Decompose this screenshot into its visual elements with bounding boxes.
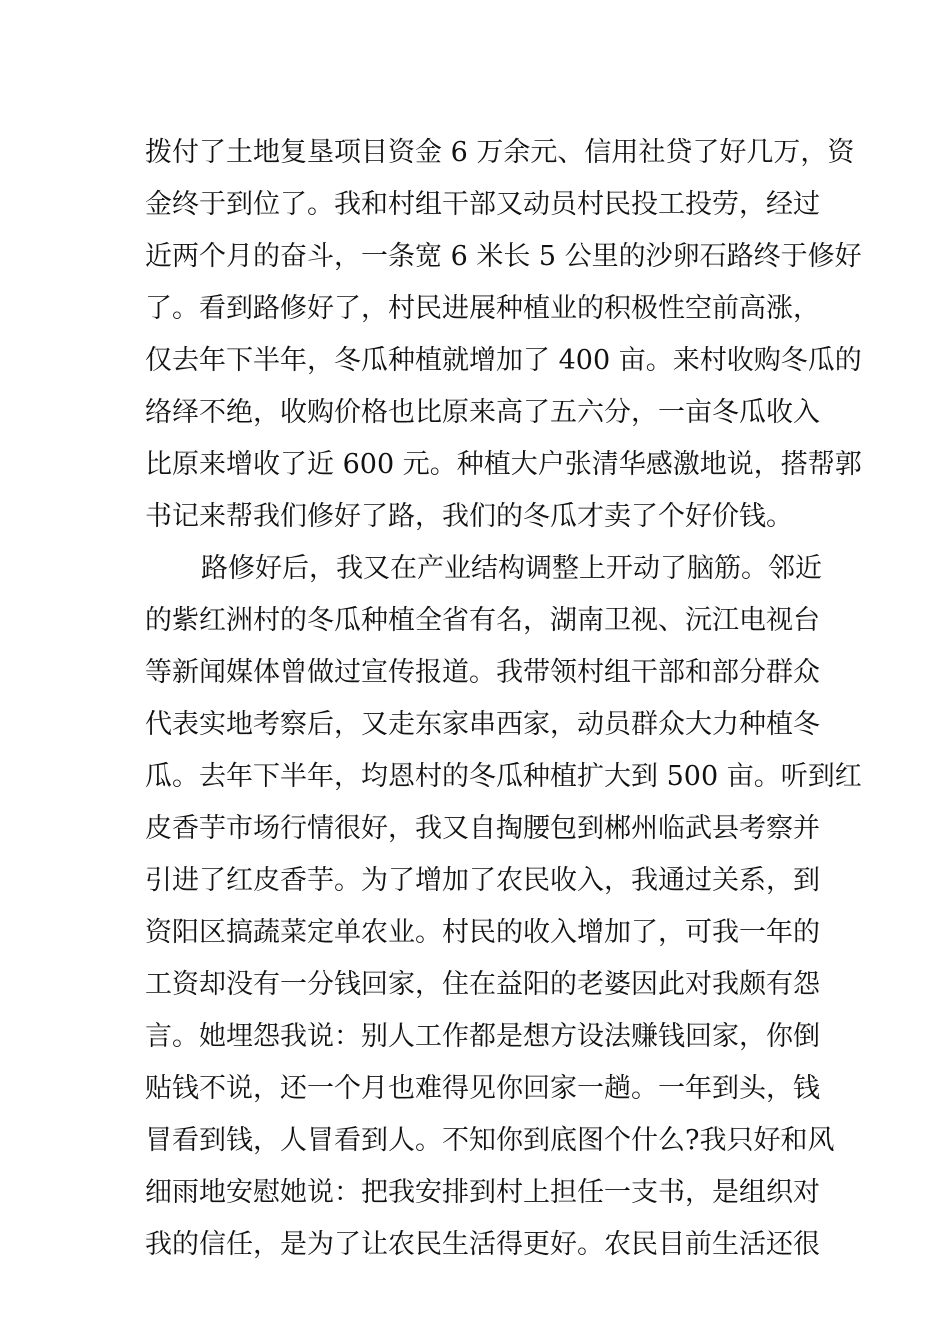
paragraph-last-line: 书记来帮我们修好了路，我们的冬瓜才卖了个好价钱。 (145, 501, 793, 532)
text-line: 了。看到路修好了，村民进展种植业的积极性空前高涨， (145, 293, 820, 324)
body-text (145, 127, 862, 1271)
text-line: 瓜。去年下半年，均恩村的冬瓜种植扩大到 500 亩。听到红 (145, 761, 862, 792)
text-line: 贴钱不说，还一个月也难得见你回家一趟。一年到头，钱 (145, 1073, 820, 1104)
text-line: 代表实地考察后，又走东家串西家，动员群众大力种植冬 (145, 709, 820, 740)
text-line: 工资却没有一分钱回家，住在益阳的老婆因此对我颇有怨 (145, 969, 820, 1000)
text-line: 比原来增收了近 600 元。种植大户张清华感激地说，搭帮郭 (145, 449, 862, 480)
text-line: 皮香芋市场行情很好，我又自掏腰包到郴州临武县考察并 (145, 813, 820, 844)
text-line: 冒看到钱，人冒看到人。不知你到底图个什么?我只好和风 (145, 1125, 835, 1156)
text-line: 仅去年下半年，冬瓜种植就增加了 400 亩。来村收购冬瓜的 (145, 345, 862, 376)
text-line: 近两个月的奋斗，一条宽 6 米长 5 公里的沙卵石路终于修好 (145, 241, 862, 272)
text-line: 的紫红洲村的冬瓜种植全省有名，湖南卫视、沅江电视台 (145, 605, 820, 636)
text-line: 细雨地安慰她说：把我安排到村上担任一支书，是组织对 (145, 1177, 820, 1208)
text-line: 拨付了土地复垦项目资金 6 万余元、信用社贷了好几万，资 (145, 137, 855, 168)
text-line: 金终于到位了。我和村组干部又动员村民投工投劳，经过 (145, 189, 820, 220)
text-line: 我的信任，是为了让农民生活得更好。农民目前生活还很 (145, 1229, 820, 1260)
text-line: 等新闻媒体曾做过宣传报道。我带领村组干部和部分群众 (145, 657, 820, 688)
text-line: 引进了红皮香芋。为了增加了农民收入，我通过关系，到 (145, 865, 820, 896)
text-line: 言。她埋怨我说：别人工作都是想方设法赚钱回家，你倒 (145, 1021, 820, 1052)
text-line: 资阳区搞蔬菜定单农业。村民的收入增加了，可我一年的 (145, 917, 820, 948)
paragraph-first-line: 路修好后，我又在产业结构调整上开动了脑筋。邻近 (201, 553, 822, 584)
text-line: 络绎不绝，收购价格也比原来高了五六分，一亩冬瓜收入 (145, 397, 820, 428)
